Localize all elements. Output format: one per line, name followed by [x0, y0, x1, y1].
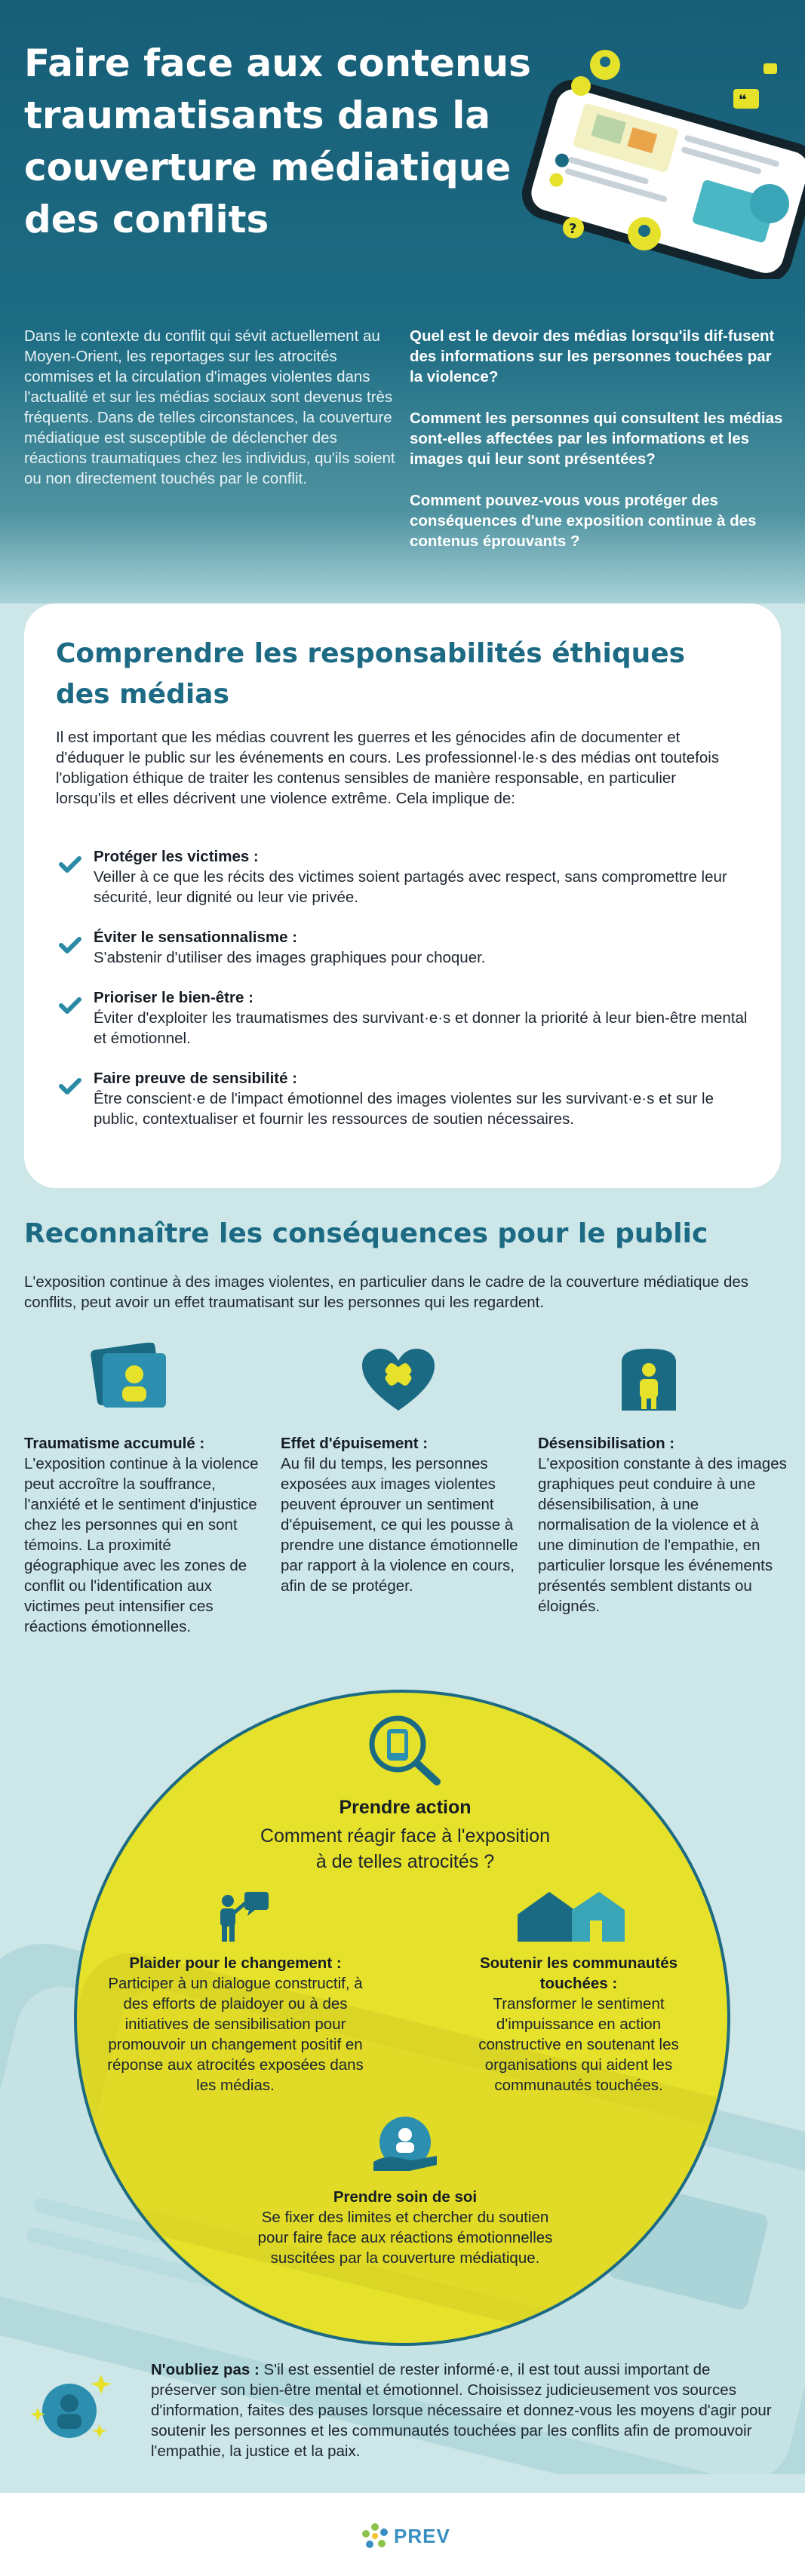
- ethics-card: [24, 603, 781, 1188]
- svg-text:?: ?: [569, 221, 577, 237]
- reminder-label: N'oubliez pas :: [151, 2361, 260, 2378]
- support-body: Transformer le sentiment d'impuissance en action constructive en soutenant les organisations qui aident les communautés touchées.: [478, 1995, 679, 2094]
- magnifier-phone-icon: [367, 1714, 443, 1786]
- star-person-icon: [30, 2367, 121, 2450]
- list-item: [56, 1068, 757, 1129]
- ethics-list: [56, 846, 757, 1149]
- column-title: Effet d'épuisement :: [281, 1435, 429, 1452]
- consequence-column: [24, 1433, 269, 1637]
- hero-questions: [410, 326, 787, 573]
- ethics-title: Comprendre les responsabilités éthiques des médias: [56, 638, 686, 710]
- item-body: S'abstenir d'utiliser des images graphiques pour choquer.: [94, 949, 486, 966]
- check-icon: [59, 996, 81, 1015]
- consequences-intro: L'exposition continue à des images violentes, en particulier dans le cadre de la couverture médiatique des conflits, peut avoir un effet traumatisant sur les personnes qui les regardent.: [24, 1273, 749, 1311]
- item-body: Veiller à ce que les récits des victimes soient partagés avec respect, sans compromettre leur sécurité, leur dignité ou leur vie privée.: [94, 868, 727, 906]
- speaking-person-icon: [211, 1890, 272, 1943]
- item-title: Éviter le sensationnalisme :: [94, 929, 298, 946]
- page-title: Faire face aux contenus traumatisants dans la couverture médiatique des conflits: [24, 41, 531, 241]
- item-title: Protéger les victimes :: [94, 848, 259, 865]
- column-body: L'exposition continue à la violence peut accroître la souffrance, l'anxiété et le sentiment d'injustice chez les personnes qui en sont témoins. La proximité géographique avec les zones de conflit ou l'identification aux victimes peut intensifier ces réactions émotionnelles.: [24, 1455, 259, 1635]
- ethics-intro: Il est important que les médias couvrent les guerres et les génocides afin de documenter et d'éduquer le public sur les événements en cours. Les professionnel·le·s des médias ont toutefois l'obligation éthique de traiter les contenus sensibles de manière responsable, en particulier lorsqu'ils et elles décrivent une violence extrême. Cela implique de:: [56, 729, 720, 807]
- photo-frame-icon: [89, 1343, 172, 1411]
- support-block: [458, 1953, 699, 2095]
- consequence-column: [538, 1433, 787, 1617]
- action-heading: [179, 1797, 631, 1874]
- column-body: Au fil du temps, les personnes exposées aux images violentes peuvent éprouver un sentiment d'épuisement, ce qui les pousse à prendre une distance émotionnelle par rapport à la violence en cours, afin de se protéger.: [281, 1455, 518, 1595]
- reminder-body: S'il est essentiel de rester informé·e, il est tout aussi important de préserver son bien-être mental et émotionnel. Choisissez judicieusement vos sources d'information, faites des pauses lorsque nécessaire et donnez-vous les moyens d'agir pour soutenir les personnes et les communautés touchées par les conflits afin de promouvoir l'empathie, la justice et la paix.: [151, 2361, 772, 2460]
- advocate-block: [107, 1953, 364, 2095]
- action-subtitle: Comment réagir face à l'exposition: [260, 1825, 551, 1847]
- item-body: Être conscient·e de l'impact émotionnel des images violentes sur les survivant·e·s et sur le public, contextualiser et fournir les ressources de soutien nécessaires.: [94, 1090, 714, 1128]
- item-body: Éviter d'exploiter les traumatismes des survivant·e·s et donner la priorité à leur bien-être mental et émotionnel.: [94, 1009, 748, 1047]
- selfcare-body: Se fixer des limites et chercher du soutien pour faire face aux réactions émotionnelles suscitées par la couverture médiatique.: [257, 2209, 553, 2267]
- question-item: Comment les personnes qui consultent les médias sont-elles affectées par les informations et les images qui leur sont présentées?: [410, 410, 783, 468]
- selfcare-block: [254, 2187, 556, 2268]
- check-icon: [59, 855, 81, 874]
- take-action-section: [74, 1690, 730, 2346]
- svg-text:❝: ❝: [739, 92, 747, 108]
- consequences-title: Reconnaître les conséquences pour le public: [24, 1218, 708, 1249]
- list-item: [56, 987, 757, 1049]
- action-title: Prendre action: [339, 1797, 472, 1818]
- question-item: Quel est le devoir des médias lorsqu'ils dif-fusent des informations sur les personnes touchées par la violence?: [410, 327, 775, 385]
- logo-text: PREV: [394, 2525, 450, 2547]
- advocate-title: Plaider pour le changement :: [129, 1954, 342, 1972]
- hero-section: [0, 0, 805, 603]
- advocate-body: Participer à un dialogue constructif, à des efforts de plaidoyer ou à des initiatives de sensibilisation pour promouvoir un changement positif en réponse aux atrocités exposées dans les médias.: [107, 1975, 364, 2094]
- person-screen-icon: [619, 1347, 679, 1412]
- list-item: [56, 846, 757, 907]
- check-icon: [59, 1077, 81, 1095]
- list-item: [56, 927, 757, 968]
- caring-hand-icon: [367, 2115, 443, 2177]
- check-icon: [59, 936, 81, 954]
- column-body: L'exposition constante à des images graphiques peut conduire à une désensibilisation, à une normalisation de la violence et à une diminution de l'empathie, en particulier lorsque les événements présentés semblent distants ou éloignés.: [538, 1455, 787, 1615]
- houses-icon: [515, 1887, 628, 1942]
- question-item: Comment pouvez-vous vous protéger des conséquences d'une exposition continue à des contenus éprouvants ?: [410, 492, 757, 550]
- column-title: Désensibilisation :: [538, 1435, 675, 1452]
- hero-intro: Dans le contexte du conflit qui sévit actuellement au Moyen-Orient, les reportages sur les atrocités commises et la circulation d'images violentes dans l'actualité et sur les médias sociaux sont devenus très fréquents. Dans de telles circonstances, la couverture médiatique est susceptible de déclencher des réactions traumatiques chez les individus, qu'ils soient ou non directement touchés par le conflit.: [24, 327, 395, 487]
- column-title: Traumatisme accumulé :: [24, 1435, 205, 1452]
- reminder-text: [151, 2360, 777, 2461]
- item-title: Faire preuve de sensibilité :: [94, 1070, 298, 1087]
- phone-illustration-icon: [521, 30, 805, 279]
- prev-logo-icon: [361, 2522, 389, 2550]
- consequence-column: [281, 1433, 522, 1596]
- selfcare-title: Prendre soin de soi: [333, 2188, 478, 2206]
- action-subtitle: à de telles atrocités ?: [315, 1851, 495, 1872]
- item-title: Prioriser le bien-être :: [94, 989, 253, 1006]
- prev-logo[interactable]: [361, 2522, 451, 2552]
- bandaged-heart-icon: [361, 1347, 436, 1412]
- support-title: Soutenir les communautés touchées :: [479, 1954, 677, 1992]
- footer: [0, 2493, 805, 2576]
